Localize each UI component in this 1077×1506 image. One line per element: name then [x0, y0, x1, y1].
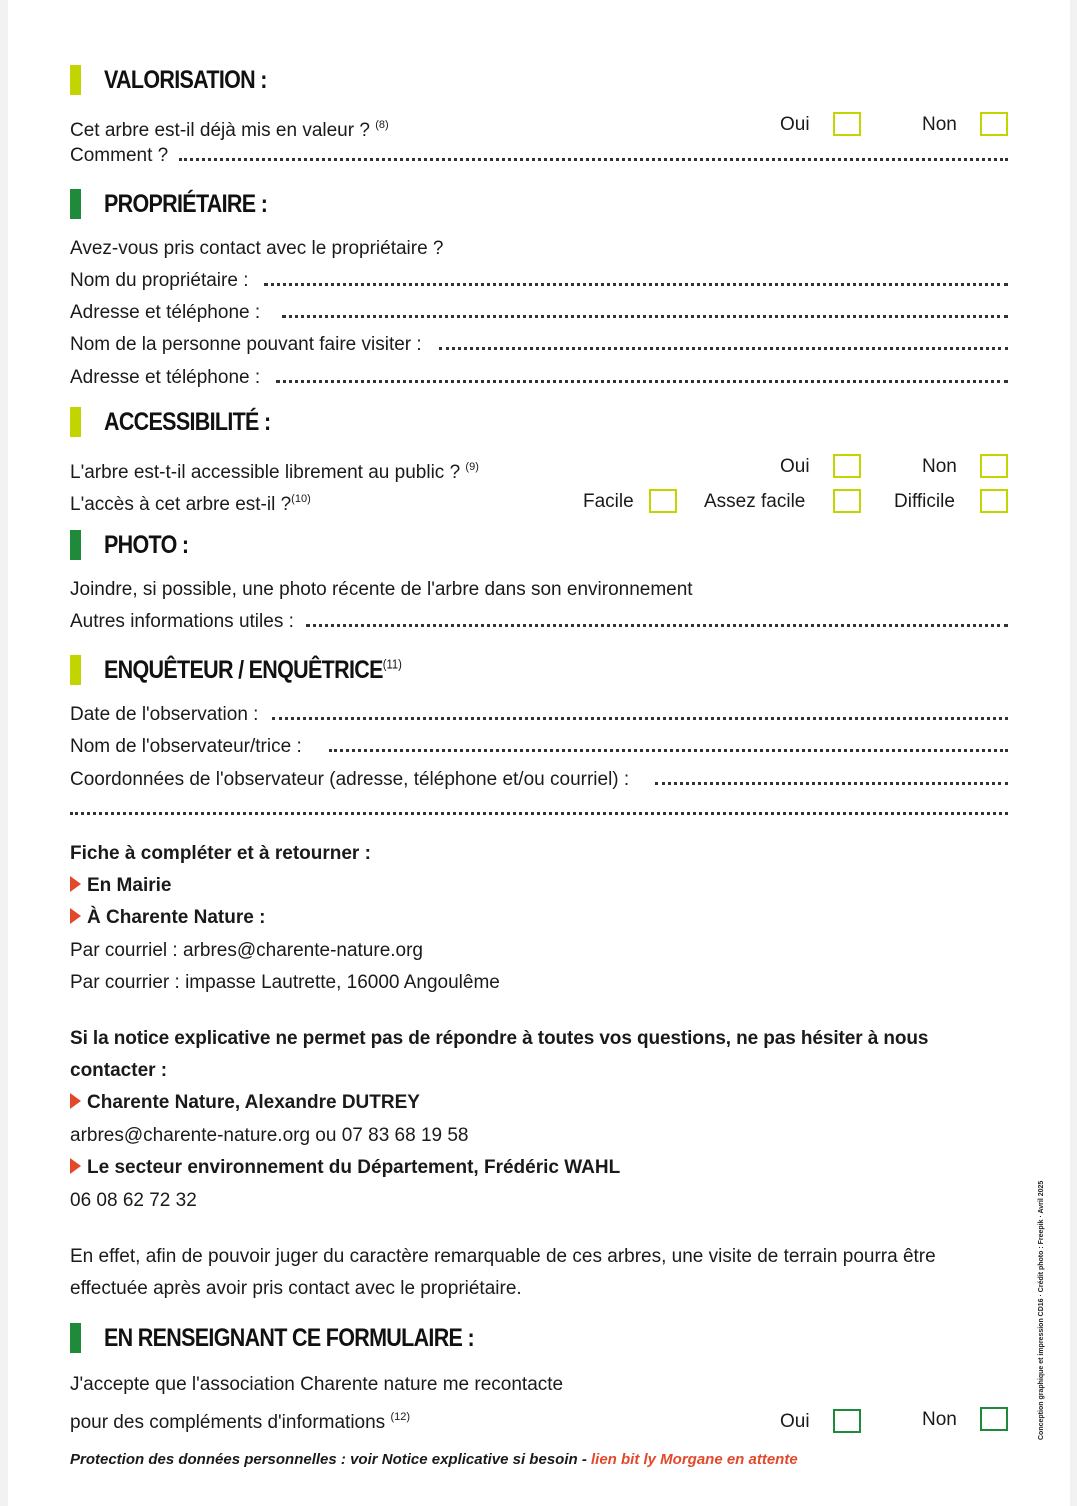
valorisation-yes-checkbox[interactable]	[833, 112, 861, 136]
arrow-right-icon	[70, 876, 81, 892]
consent-no-checkbox[interactable]	[980, 1407, 1008, 1431]
section-title: PROPRIÉTAIRE :	[104, 189, 268, 218]
section-title: ACCESSIBILITÉ :	[104, 407, 271, 436]
section-title: VALORISATION :	[104, 65, 267, 94]
valorisation-no-checkbox[interactable]	[980, 112, 1008, 136]
owner-address-label: Adresse et téléphone :	[70, 302, 261, 323]
heading-accent-bar	[70, 530, 81, 560]
fairly-easy-checkbox[interactable]	[833, 489, 861, 513]
comment-label: Comment ?	[70, 145, 169, 166]
contact-charente-nature-info: arbres@charente-nature.org ou 07 83 68 19 58	[70, 1125, 469, 1146]
contact-departement-phone: 06 08 62 72 32	[70, 1190, 197, 1211]
return-mairie: En Mairie	[70, 874, 171, 898]
consent-yes-checkbox[interactable]	[833, 1409, 861, 1433]
arrow-right-icon	[70, 1158, 81, 1174]
observer-coords-field-line2[interactable]	[70, 812, 1008, 815]
owner-address-field[interactable]	[282, 315, 1008, 318]
visitor-name-field[interactable]	[439, 347, 1008, 350]
return-email: Par courriel : arbres@charente-nature.org	[70, 940, 424, 961]
no-label: Non	[922, 114, 957, 135]
return-post: Par courrier : impasse Lautrette, 16000 Angoulême	[70, 972, 500, 993]
arrow-right-icon	[70, 1093, 81, 1109]
contact-departement: Le secteur environnement du Département, Frédéric WAHL	[70, 1156, 620, 1180]
visitor-address-label: Adresse et téléphone :	[70, 367, 261, 388]
section-accessibilite	[70, 407, 298, 437]
section-title: EN RENSEIGNANT CE FORMULAIRE :	[104, 1323, 474, 1352]
photo-instruction: Joindre, si possible, une photo récente de l'arbre dans son environnement	[70, 579, 693, 600]
return-title: Fiche à compléter et à retourner :	[70, 843, 371, 864]
comment-field[interactable]	[179, 158, 1008, 161]
access-difficulty-question: L'accès à cet arbre est-il ?$^{(10)}$	[70, 493, 311, 515]
side-credit: Conception graphique et impression CD16 · Crédit photo : Freepik · Avril 2025	[1038, 1180, 1045, 1440]
yes-label: Oui	[780, 456, 810, 477]
heading-accent-bar	[70, 407, 81, 437]
section-title: ENQUÊTEUR / ENQUÊTRICE$^{(11)}$	[104, 655, 402, 684]
privacy-link[interactable]: lien bit ly Morgane en attente	[590, 1451, 798, 1468]
consent-text-2: pour des compléments d'informations $^{(12)}$	[70, 1411, 411, 1433]
observer-name-field[interactable]	[329, 749, 1008, 752]
owner-name-field[interactable]	[264, 283, 1008, 286]
yes-label: Oui	[780, 1411, 810, 1432]
section-enqueteur	[70, 655, 450, 685]
observer-coords-label: Coordonnées de l'observateur (adresse, téléphone et/ou courriel) :	[70, 769, 630, 790]
yes-label: Oui	[780, 114, 810, 135]
easy-checkbox[interactable]	[649, 489, 677, 513]
observer-name-label: Nom de l'observateur/trice :	[70, 736, 302, 757]
return-charente-nature: À Charente Nature :	[70, 906, 265, 930]
contact-charente-nature: Charente Nature, Alexandre DUTREY	[70, 1091, 420, 1115]
fairly-easy-label: Assez facile	[704, 491, 806, 512]
observation-date-label: Date de l'observation :	[70, 704, 259, 725]
contact-intro: Si la notice explicative ne permet pas de répondre à toutes vos questions, ne pas hésiter à nous	[70, 1028, 929, 1049]
form-page	[8, 0, 1070, 1506]
owner-name-label: Nom du propriétaire :	[70, 270, 249, 291]
access-yes-checkbox[interactable]	[833, 454, 861, 478]
owner-contact-question: Avez-vous pris contact avec le propriétaire ?	[70, 238, 444, 259]
visit-note-2: effectuée après avoir pris contact avec le propriétaire.	[70, 1278, 522, 1299]
contact-intro-2: contacter :	[70, 1060, 168, 1081]
visitor-name-label: Nom de la personne pouvant faire visiter :	[70, 334, 422, 355]
difficult-label: Difficile	[894, 491, 955, 512]
heading-accent-bar	[70, 189, 81, 219]
valorisation-question: Cet arbre est-il déjà mis en valeur ? $^{(8)}$	[70, 119, 389, 141]
no-label: Non	[922, 1409, 957, 1430]
public-access-question: L'arbre est-t-il accessible librement au public ? $^{(9)}$	[70, 461, 479, 483]
heading-accent-bar	[70, 655, 81, 685]
visit-note: En effet, afin de pouvoir juger du caractère remarquable de ces arbres, une visite de terrain pourra être	[70, 1246, 936, 1267]
consent-text: J'accepte que l'association Charente nature me recontacte	[70, 1374, 564, 1395]
section-photo	[70, 530, 202, 560]
section-valorisation	[70, 65, 293, 95]
access-no-checkbox[interactable]	[980, 454, 1008, 478]
easy-label: Facile	[583, 491, 634, 512]
difficult-checkbox[interactable]	[980, 489, 1008, 513]
section-formulaire	[70, 1323, 534, 1353]
observation-date-field[interactable]	[272, 717, 1008, 720]
arrow-right-icon	[70, 908, 81, 924]
observer-coords-field[interactable]	[655, 782, 1008, 785]
privacy-footer: Protection des données personnelles : voir Notice explicative si besoin - lien bit ly Morgane en attente	[70, 1451, 798, 1468]
heading-accent-bar	[70, 65, 81, 95]
section-title: PHOTO :	[104, 530, 189, 559]
visitor-address-field[interactable]	[276, 380, 1008, 383]
no-label: Non	[922, 456, 957, 477]
heading-accent-bar	[70, 1323, 81, 1353]
section-proprietaire	[70, 189, 294, 219]
other-info-field[interactable]	[306, 624, 1008, 627]
other-info-label: Autres informations utiles :	[70, 611, 294, 632]
